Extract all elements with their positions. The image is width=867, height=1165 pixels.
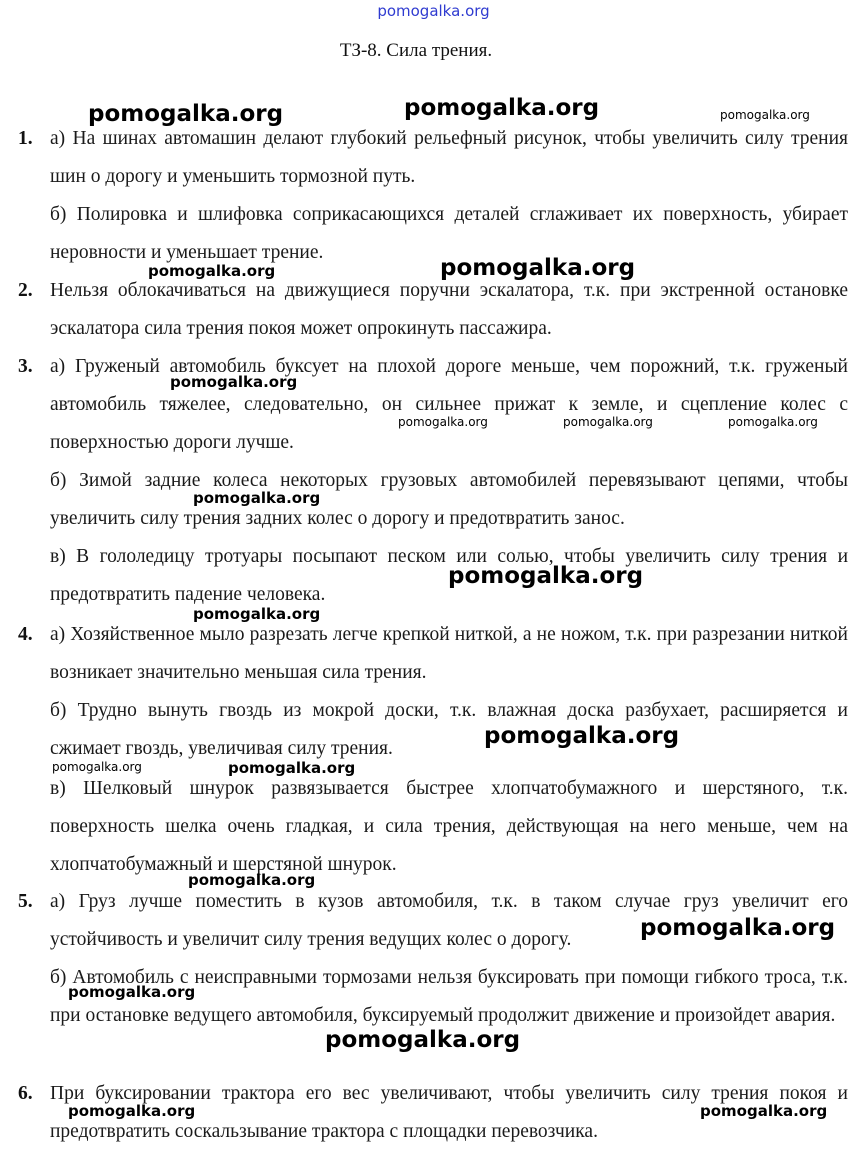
watermark: pomogalka.org [720,108,810,122]
item-number: 6. [18,1083,33,1104]
item-paragraph: в) В гололедицу тротуары посыпают песком или солью, чтобы увеличить силу трения и предотвратить падение человека. [50,546,848,605]
watermark: pomogalka.org [68,983,196,1001]
watermark: pomogalka.org [228,759,356,777]
item-number: 1. [18,128,33,149]
watermark: pomogalka.org [563,415,653,429]
item-paragraph: а) Груженый автомобиль буксует на плохой дороге меньше, чем порожний, т.к. груженый автомобиль тяжелее, следовательно, он сильнее прижат к земле, и сцепление колес с поверхностью дороги лучше. [50,356,848,453]
watermark: pomogalka.org [440,255,636,281]
page-title: ТЗ-8. Сила трения. [339,40,493,61]
item-number: 3. [18,356,33,377]
item-paragraph: в) Шелковый шнурок развязывается быстрее хлопчатобумажного и шерстяного, т.к. поверхность шелка очень гладкая, и сила трения, действующая на него меньше, чем на хлопчатобумажный и шерстяной шнурок. [50,778,848,875]
watermark: pomogalka.org [88,101,284,127]
item-paragraph: б) Полировка и шлифовка соприкасающихся деталей сглаживает их поверхность, убирает неровности и уменьшает трение. [50,204,848,263]
watermark: pomogalka.org [68,1102,196,1120]
item-number: 4. [18,624,33,645]
item-number: 2. [18,280,33,301]
watermark: pomogalka.org [728,415,818,429]
watermark: pomogalka.org [404,95,600,121]
item-paragraph: а) Груз лучше поместить в кузов автомобиля, т.к. в таком случае груз увеличит его устойчивость и увеличит силу трения ведущих колес о дорогу. [50,891,848,950]
item-paragraph: Нельзя облокачиваться на движущиеся поручни эскалатора, т.к. при экстренной остановке эскалатора сила трения покоя может опрокинуть пассажира. [50,280,848,339]
item-paragraph: б) Зимой задние колеса некоторых грузовых автомобилей перевязывают цепями, чтобы увеличить силу трения задних колес о дорогу и предотвратить занос. [50,470,848,529]
watermark: pomogalka.org [640,915,836,941]
item-paragraph: а) Хозяйственное мыло разрезать легче крепкой ниткой, а не ножом, т.к. при разрезании ниткой возникает значительно меньшая сила трения. [50,624,848,683]
item-paragraph: б) Автомобиль с неисправными тормозами нельзя буксировать при помощи гибкого троса, т.к. при остановке ведущего автомобиля, буксируемый продолжит движение и произойдет авария. [50,967,848,1026]
watermark: pomogalka.org [170,373,298,391]
watermark: pomogalka.org [188,871,316,889]
item-paragraph: При буксировании трактора его вес увеличивают, чтобы увеличить силу трения покоя и предотвратить соскальзывание трактора с площадки перевозчика. [50,1083,848,1142]
watermark: pomogalka.org [148,262,276,280]
watermark: pomogalka.org [52,760,142,774]
watermark: pomogalka.org [484,723,680,749]
watermark: pomogalka.org [700,1102,828,1120]
watermark: pomogalka.org [325,1027,521,1053]
item-paragraph: б) Трудно вынуть гвоздь из мокрой доски, т.к. влажная доска разбухает, расширяется и сжимает гвоздь, увеличивая силу трения. [50,700,848,759]
item-number: 5. [18,891,33,912]
watermark: pomogalka.org [448,563,644,589]
watermark: pomogalka.org [193,489,321,507]
watermark: pomogalka.org [398,415,488,429]
item-paragraph: а) На шинах автомашин делают глубокий рельефный рисунок, чтобы увеличить силу трения шин о дорогу и уменьшить тормозной путь. [50,128,848,187]
header-link[interactable]: pomogalka.org [377,2,490,20]
watermark: pomogalka.org [193,605,321,623]
